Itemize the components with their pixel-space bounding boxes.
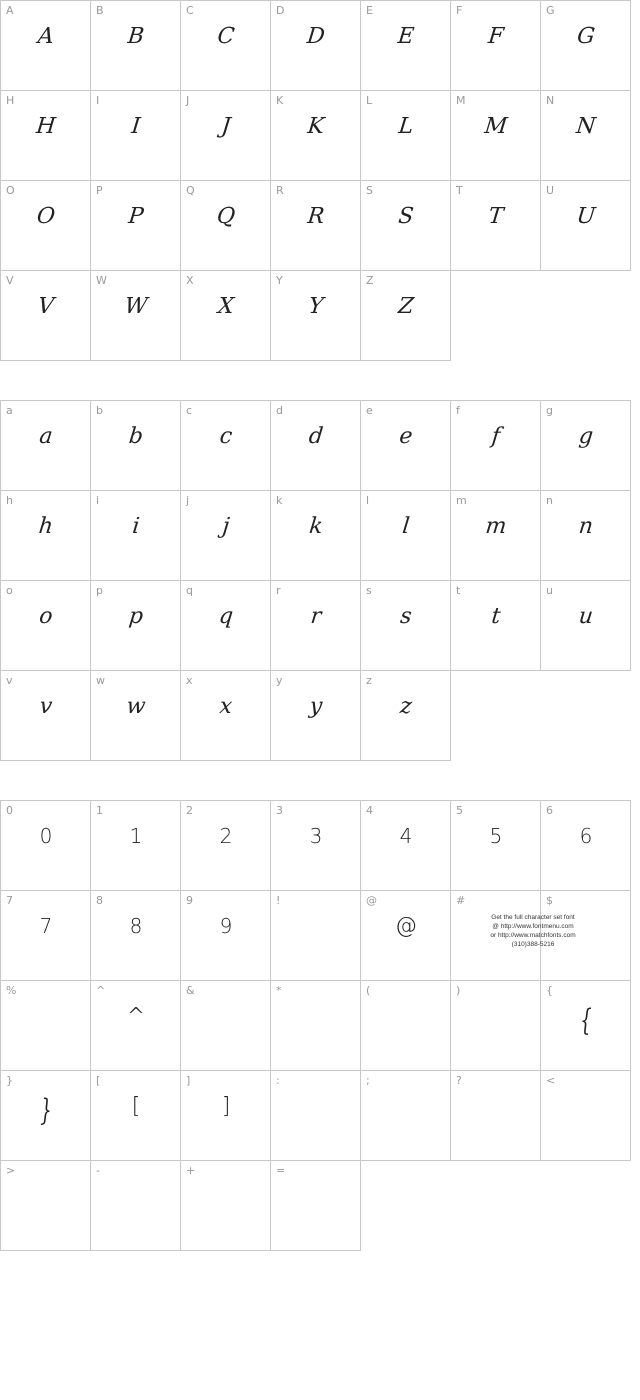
cell-label: S <box>366 184 373 197</box>
glyph-sample: E <box>396 23 416 49</box>
cell-label: U <box>546 184 555 197</box>
cell-label: { <box>546 984 553 997</box>
cell-label: f <box>456 404 460 417</box>
uppercase-cell <box>541 181 631 271</box>
lowercase-cell <box>271 581 361 671</box>
lowercase-cell <box>271 671 361 761</box>
promo-note-line: or http://www.matchfonts.com <box>490 932 576 939</box>
glyph-sample: r <box>309 603 323 629</box>
cell-label: k <box>276 494 283 507</box>
cell-label: N <box>546 94 555 107</box>
glyph-sample <box>271 991 361 1041</box>
glyph-sample: O <box>35 203 57 229</box>
cell-label: : <box>276 1074 280 1087</box>
uppercase-cell <box>361 91 451 181</box>
cell-label: < <box>546 1074 556 1087</box>
lowercase-cell <box>1 401 91 491</box>
symbol-cell <box>181 981 271 1071</box>
cell-label: g <box>546 404 553 417</box>
cell-label: d <box>276 404 283 417</box>
glyph-sample: b <box>127 423 145 449</box>
glyph-sample: W <box>123 293 149 319</box>
cell-label: = <box>276 1164 286 1177</box>
lowercase-cell <box>91 671 181 761</box>
glyph-sample: 2 <box>219 824 233 848</box>
cell-label: a <box>6 404 13 417</box>
uppercase-cell <box>1 1 91 91</box>
cell-label: b <box>96 404 103 417</box>
glyph-sample: d <box>307 423 325 449</box>
uppercase-cell <box>451 181 541 271</box>
uppercase-cell <box>181 271 271 361</box>
symbol-cell <box>271 1161 361 1251</box>
cell-label: O <box>6 184 15 197</box>
glyph-sample <box>451 1081 541 1131</box>
cell-label: B <box>96 4 104 17</box>
lowercase-glyph-grid <box>0 400 631 761</box>
uppercase-cell <box>361 271 451 361</box>
glyph-sample: n <box>577 513 595 539</box>
glyph-sample: A <box>36 23 56 49</box>
glyph-sample <box>271 901 361 951</box>
glyph-sample: T <box>487 203 505 229</box>
cell-label: ? <box>456 1074 462 1087</box>
glyph-sample: { <box>580 1002 592 1038</box>
cell-label: [ <box>96 1074 101 1087</box>
glyph-sample: R <box>306 203 326 229</box>
cell-label: ! <box>276 894 281 907</box>
symbol-cell <box>91 891 181 981</box>
cell-label: 9 <box>186 894 193 907</box>
glyph-sample: K <box>306 113 326 139</box>
uppercase-cell <box>1 181 91 271</box>
cell-label: x <box>186 674 193 687</box>
glyph-sample: l <box>401 513 411 539</box>
glyph-sample: V <box>36 293 56 319</box>
symbol-cell <box>541 1071 631 1161</box>
promo-note-line: Get the full character set font <box>491 914 575 921</box>
lowercase-cell <box>181 671 271 761</box>
uppercase-cell <box>91 1 181 91</box>
symbol-cell <box>361 1071 451 1161</box>
symbol-cell <box>451 891 576 981</box>
glyph-sample <box>451 991 541 1041</box>
cell-label: r <box>276 584 281 597</box>
lowercase-cell <box>1 581 91 671</box>
lowercase-cell <box>181 581 271 671</box>
cell-label: T <box>456 184 463 197</box>
cell-label: E <box>366 4 373 17</box>
cell-label: 4 <box>366 804 373 817</box>
glyph-sample: w <box>125 693 147 719</box>
glyph-sample: L <box>397 113 415 139</box>
glyph-sample: i <box>131 513 141 539</box>
glyph-sample: g <box>577 423 595 449</box>
symbol-cell <box>271 1071 361 1161</box>
uppercase-cell <box>271 181 361 271</box>
cell-label: L <box>366 94 373 107</box>
glyph-sample: Z <box>397 293 415 319</box>
glyph-sample: @ <box>395 913 417 939</box>
promo-note-line: @ http://www.fontmenu.com <box>492 923 574 930</box>
symbol-cell <box>181 801 271 891</box>
cell-label: e <box>366 404 373 417</box>
cell-label: i <box>96 494 100 507</box>
cell-label: h <box>6 494 13 507</box>
glyph-sample: I <box>130 113 142 139</box>
promo-note-line: (310)388-5216 <box>511 941 555 948</box>
symbol-cell <box>271 981 361 1071</box>
lowercase-cell <box>541 401 631 491</box>
cell-label: 1 <box>96 804 103 817</box>
glyph-sample: [ <box>131 1093 141 1119</box>
glyph-sample: Y <box>307 293 325 319</box>
glyph-sample: G <box>575 23 597 49</box>
symbol-cell <box>181 1071 271 1161</box>
lowercase-cell <box>451 401 541 491</box>
uppercase-cell <box>181 1 271 91</box>
glyph-sample: 9 <box>219 914 233 938</box>
cell-label: 6 <box>546 804 553 817</box>
uppercase-cell <box>91 271 181 361</box>
glyph-sample: 0 <box>39 824 53 848</box>
cell-label: v <box>6 674 13 687</box>
symbol-cell <box>91 981 181 1071</box>
cell-label: ) <box>456 984 461 997</box>
symbol-cell <box>271 801 361 891</box>
glyph-sample: 5 <box>489 824 503 848</box>
uppercase-cell <box>541 91 631 181</box>
uppercase-cell <box>91 181 181 271</box>
cell-label: - <box>96 1164 100 1177</box>
symbol-cell <box>1 801 91 891</box>
cell-label: > <box>6 1164 16 1177</box>
uppercase-cell <box>181 181 271 271</box>
cell-label: C <box>186 4 194 17</box>
lowercase-cell <box>1 671 91 761</box>
lowercase-cell <box>181 491 271 581</box>
glyph-sample: a <box>38 423 54 449</box>
lowercase-cell <box>541 491 631 581</box>
symbol-cell <box>1 1071 91 1161</box>
cell-label: n <box>546 494 553 507</box>
glyph-sample: M <box>483 113 509 139</box>
cell-label: p <box>96 584 103 597</box>
cell-label: } <box>6 1074 13 1087</box>
glyph-sample: 1 <box>129 824 143 848</box>
cell-label: 3 <box>276 804 283 817</box>
cell-label: l <box>366 494 370 507</box>
glyph-sample: k <box>308 513 324 539</box>
cell-label: o <box>6 584 13 597</box>
symbol-cell <box>451 1071 541 1161</box>
symbol-cell <box>1 1161 91 1251</box>
uppercase-cell <box>451 91 541 181</box>
cell-label: ( <box>366 984 371 997</box>
glyph-sample: z <box>398 693 414 719</box>
cell-label: # <box>456 894 466 907</box>
glyph-sample: C <box>216 23 236 49</box>
cell-label: F <box>456 4 463 17</box>
glyph-sample <box>181 1171 271 1221</box>
cell-label: X <box>186 274 194 287</box>
glyph-sample: Q <box>215 203 237 229</box>
glyph-sample: c <box>218 423 234 449</box>
cell-label: M <box>456 94 466 107</box>
glyph-sample: 3 <box>309 824 323 848</box>
glyph-sample: X <box>216 293 236 319</box>
lowercase-cell <box>271 401 361 491</box>
glyph-sample: U <box>575 203 597 229</box>
glyph-sample: f <box>490 423 502 449</box>
cell-label: t <box>456 584 461 597</box>
cell-label: m <box>456 494 467 507</box>
glyph-sample: 7 <box>39 914 53 938</box>
symbol-cell <box>181 1161 271 1251</box>
cell-label: A <box>6 4 14 17</box>
glyph-sample <box>361 991 451 1041</box>
cell-label: ] <box>186 1074 191 1087</box>
glyph-sample: m <box>484 513 508 539</box>
lowercase-cell <box>91 491 181 581</box>
symbol-cell <box>541 801 631 891</box>
glyph-sample <box>541 1081 631 1131</box>
glyph-sample <box>181 991 271 1041</box>
glyph-sample: 4 <box>399 824 413 848</box>
uppercase-cell <box>271 271 361 361</box>
glyph-sample <box>1 991 91 1041</box>
cell-label: y <box>276 674 283 687</box>
glyph-sample <box>361 1081 451 1131</box>
cell-label: u <box>546 584 553 597</box>
glyph-sample: B <box>126 23 146 49</box>
glyph-sample: p <box>127 603 145 629</box>
lowercase-cell <box>541 581 631 671</box>
cell-label: G <box>546 4 555 17</box>
glyph-sample: e <box>398 423 414 449</box>
glyph-sample: S <box>397 203 415 229</box>
symbol-cell <box>451 981 541 1071</box>
glyph-sample: H <box>35 113 57 139</box>
cell-label: K <box>276 94 284 107</box>
glyph-sample: o <box>38 603 54 629</box>
glyph-sample: J <box>220 113 232 139</box>
uppercase-cell <box>181 91 271 181</box>
uppercase-cell <box>541 1 631 91</box>
glyph-sample: j <box>221 513 231 539</box>
cell-label: 0 <box>6 804 13 817</box>
uppercase-cell <box>451 1 541 91</box>
cell-label: Z <box>366 274 374 287</box>
cell-label: R <box>276 184 284 197</box>
cell-label: c <box>186 404 193 417</box>
glyph-sample <box>91 1171 181 1221</box>
uppercase-cell <box>1 271 91 361</box>
cell-label: s <box>366 584 372 597</box>
lowercase-cell <box>451 491 541 581</box>
glyph-sample: x <box>218 693 234 719</box>
cell-label: D <box>276 4 285 17</box>
symbol-cell <box>361 891 451 981</box>
lowercase-cell <box>361 401 451 491</box>
uppercase-cell <box>271 91 361 181</box>
cell-label: ^ <box>96 984 106 997</box>
glyph-sample: t <box>490 603 502 629</box>
cell-label: q <box>186 584 193 597</box>
lowercase-cell <box>361 491 451 581</box>
lowercase-cell <box>361 671 451 761</box>
cell-label: + <box>186 1164 196 1177</box>
glyph-sample: q <box>217 603 235 629</box>
glyph-sample: D <box>305 23 327 49</box>
glyph-sample: h <box>37 513 55 539</box>
symbol-cell <box>91 801 181 891</box>
glyph-sample: F <box>487 23 505 49</box>
glyph-sample: P <box>127 203 145 229</box>
glyph-sample: y <box>308 693 324 719</box>
symbol-cell <box>541 981 631 1071</box>
promo-note <box>473 913 593 949</box>
symbol-cell <box>1 891 91 981</box>
cell-label: P <box>96 184 103 197</box>
cell-label: I <box>96 94 100 107</box>
cell-label: 7 <box>6 894 13 907</box>
cell-label: % <box>6 984 17 997</box>
glyph-sample: v <box>38 693 54 719</box>
cell-label: V <box>6 274 14 287</box>
glyph-sample: 6 <box>579 824 593 848</box>
cell-label: W <box>96 274 107 287</box>
glyph-sample <box>271 1081 361 1131</box>
glyph-sample: ] <box>221 1093 231 1119</box>
cell-label: w <box>96 674 105 687</box>
cell-label: j <box>186 494 190 507</box>
cell-label: 8 <box>96 894 103 907</box>
cell-label: @ <box>366 894 377 907</box>
uppercase-cell <box>361 181 451 271</box>
lowercase-cell <box>361 581 451 671</box>
lowercase-cell <box>91 581 181 671</box>
cell-label: 2 <box>186 804 193 817</box>
cell-label: $ <box>546 894 553 907</box>
lowercase-cell <box>1 491 91 581</box>
glyph-sample: u <box>577 603 595 629</box>
uppercase-glyph-grid <box>0 0 631 361</box>
glyph-sample: ^ <box>126 1003 146 1029</box>
lowercase-cell <box>91 401 181 491</box>
cell-label: & <box>186 984 195 997</box>
cell-label: * <box>276 984 282 997</box>
symbol-cell <box>91 1071 181 1161</box>
cell-label: Q <box>186 184 195 197</box>
uppercase-cell <box>1 91 91 181</box>
lowercase-cell <box>181 401 271 491</box>
cell-label: 5 <box>456 804 463 817</box>
cell-label: z <box>366 674 372 687</box>
glyph-sample <box>271 1171 361 1221</box>
symbol-cell <box>271 891 361 981</box>
glyph-sample: } <box>40 1092 52 1128</box>
cell-label: Y <box>276 274 283 287</box>
uppercase-cell <box>91 91 181 181</box>
cell-label: ; <box>366 1074 370 1087</box>
symbol-cell <box>91 1161 181 1251</box>
uppercase-cell <box>361 1 451 91</box>
symbols-glyph-grid <box>0 800 631 1251</box>
lowercase-cell <box>271 491 361 581</box>
cell-label: J <box>186 94 190 107</box>
lowercase-cell <box>451 581 541 671</box>
symbol-cell <box>1 981 91 1071</box>
glyph-sample: 8 <box>129 914 143 938</box>
glyph-sample <box>1 1171 91 1221</box>
symbol-cell <box>361 981 451 1071</box>
symbol-cell <box>451 801 541 891</box>
glyph-sample: s <box>399 603 413 629</box>
cell-label: H <box>6 94 15 107</box>
uppercase-cell <box>271 1 361 91</box>
symbol-cell <box>361 801 451 891</box>
symbol-cell <box>181 891 271 981</box>
glyph-sample: N <box>575 113 597 139</box>
